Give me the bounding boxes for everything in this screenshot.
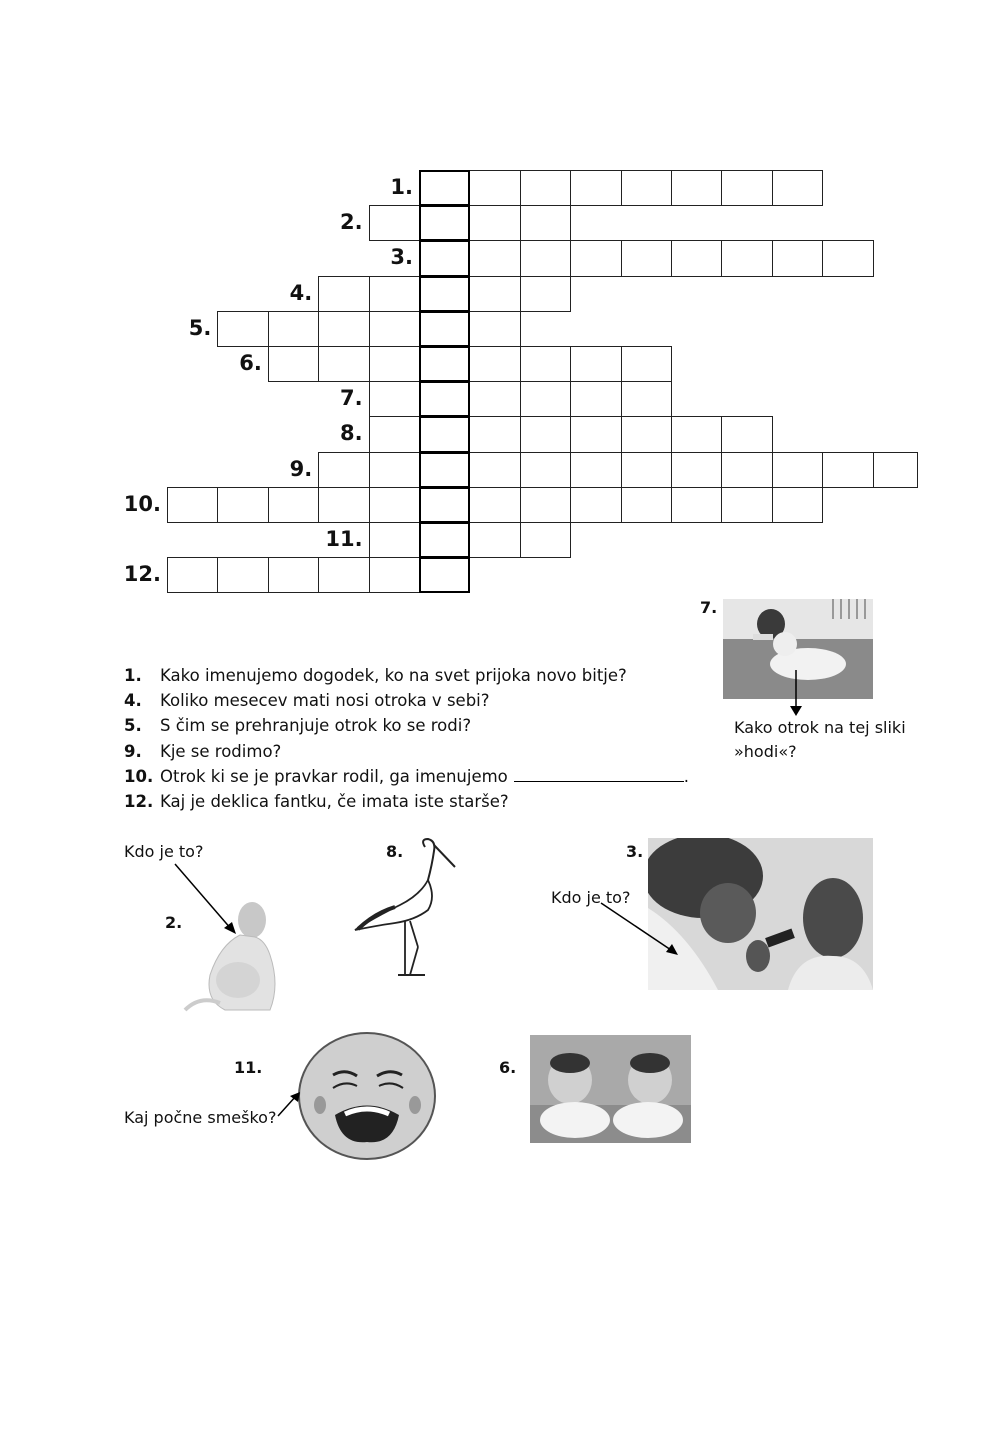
clue-item: [124, 663, 724, 688]
crossword-cell[interactable]: [621, 452, 672, 488]
picture-number-3: 3.: [626, 842, 644, 861]
crossword-cell[interactable]: [621, 381, 672, 417]
clue-number: 4.: [124, 691, 142, 711]
crossword-cell[interactable]: [268, 346, 319, 382]
clue-item: [124, 739, 724, 764]
crossword-solution-cell[interactable]: [419, 381, 470, 417]
crossword-cell[interactable]: [469, 487, 520, 523]
crossword-cell[interactable]: [520, 276, 571, 312]
crossword-row-number: 9.: [289, 456, 313, 481]
crossword-solution-cell[interactable]: [419, 311, 470, 347]
clue-number: 12.: [124, 791, 154, 811]
crossword-cell[interactable]: [520, 170, 571, 206]
crossword-cell[interactable]: [469, 205, 520, 241]
crossword-cell[interactable]: [469, 381, 520, 417]
crossword-cell[interactable]: [318, 311, 369, 347]
crossword-cell[interactable]: [369, 311, 420, 347]
crossword-grid: [0, 0, 1000, 610]
crossword-cell[interactable]: [621, 416, 672, 452]
clue-number: 5.: [124, 716, 142, 736]
picture-number-7: 7.: [700, 598, 718, 617]
crossword-cell[interactable]: [469, 452, 520, 488]
crossword-row-number: 8.: [340, 421, 363, 446]
crossword-cell[interactable]: [369, 487, 420, 523]
crossword-row-number: 5.: [188, 315, 212, 340]
crossword-cell[interactable]: [772, 452, 823, 488]
crying-smiley-drawing: [295, 1030, 440, 1162]
crossword-solution-cell[interactable]: [419, 452, 470, 488]
crossword-cell[interactable]: [469, 311, 520, 347]
crossword-cell[interactable]: [520, 240, 571, 276]
crossword-cell[interactable]: [570, 416, 621, 452]
crossword-cell[interactable]: [570, 170, 621, 206]
clue-list: [124, 663, 724, 814]
clue-suffix: .: [683, 766, 690, 786]
crossword-cell[interactable]: [469, 240, 520, 276]
crossword-row-number: 6.: [239, 351, 262, 375]
pregnant-woman-photo: [180, 895, 285, 1015]
picture-question-3: Kdo je to?: [551, 888, 631, 907]
crossword-cell[interactable]: [570, 452, 621, 488]
crossword-cell[interactable]: [167, 557, 218, 593]
crossword-cell[interactable]: [671, 452, 722, 488]
crossword-solution-cell[interactable]: [419, 240, 470, 276]
crossword-cell[interactable]: [369, 452, 420, 488]
crossword-cell[interactable]: [217, 487, 268, 523]
crossword-cell[interactable]: [520, 381, 571, 417]
clue-text: Kaj je deklica fantku, če imata iste starše?: [160, 791, 509, 811]
crossword-cell[interactable]: [570, 487, 621, 523]
crossword-row-number: 2.: [340, 210, 363, 235]
crossword-cell[interactable]: [520, 205, 571, 241]
crossword-solution-cell[interactable]: [419, 276, 470, 312]
arrow-down-icon: [786, 668, 806, 718]
crossword-solution-cell[interactable]: [419, 205, 470, 241]
crossword-cell[interactable]: [520, 416, 571, 452]
crossword-cell[interactable]: [369, 522, 420, 558]
picture-number-8: 8.: [386, 842, 404, 861]
crossword-cell[interactable]: [621, 487, 672, 523]
crossword-cell[interactable]: [520, 346, 571, 382]
crossword-cell[interactable]: [318, 452, 369, 488]
crossword-row-number: 11.: [325, 527, 363, 551]
crossword-cell[interactable]: [318, 346, 369, 382]
clue-text: Kako imenujemo dogodek, ko na svet prijoka novo bitje?: [160, 666, 627, 685]
picture-number-2: 2.: [165, 913, 183, 932]
crossword-solution-cell[interactable]: [419, 416, 470, 452]
crossword-cell[interactable]: [520, 487, 571, 523]
crossword-cell[interactable]: [318, 557, 369, 593]
crossword-cell[interactable]: [520, 522, 571, 558]
picture-question-7-line1: Kako otrok na tej sliki: [734, 718, 906, 737]
crossword-cell[interactable]: [721, 240, 772, 276]
clue-item: [124, 789, 724, 814]
crossword-cell[interactable]: [822, 452, 873, 488]
crossword-cell[interactable]: [369, 346, 420, 382]
picture-question-7-line2: »hodi«?: [734, 742, 797, 761]
crossword-cell[interactable]: [369, 557, 420, 593]
crossword-row-number: 12.: [123, 562, 161, 587]
answer-blank-line[interactable]: [514, 767, 684, 782]
crossword-row-number: 4.: [289, 280, 313, 305]
crossword-cell[interactable]: [369, 276, 420, 312]
crossword-solution-cell[interactable]: [419, 487, 470, 523]
crossword-solution-cell[interactable]: [419, 346, 470, 382]
crossword-cell[interactable]: [268, 487, 319, 523]
arrow-diagonal-icon: [598, 900, 683, 960]
crossword-cell[interactable]: [621, 240, 672, 276]
clue-item: [124, 713, 724, 738]
crossword-cell[interactable]: [318, 487, 369, 523]
clue-number: 9.: [124, 741, 142, 761]
picture-number-6: 6.: [499, 1058, 517, 1077]
crossword-cell[interactable]: [721, 487, 772, 523]
crossword-cell[interactable]: [469, 346, 520, 382]
crossword-cell[interactable]: [369, 205, 420, 241]
crossword-cell[interactable]: [167, 487, 218, 523]
crossword-cell[interactable]: [671, 487, 722, 523]
crossword-solution-cell[interactable]: [419, 170, 470, 206]
crossword-cell[interactable]: [268, 311, 319, 347]
crossword-cell[interactable]: [318, 276, 369, 312]
crossword-cell[interactable]: [217, 311, 268, 347]
picture-question-11: Kaj počne smeško?: [124, 1108, 277, 1127]
picture-number-11: 11.: [234, 1058, 263, 1077]
clue-text: Otrok ki se je pravkar rodil, ga imenujemo: [160, 766, 508, 786]
crossword-cell[interactable]: [772, 170, 823, 206]
crossword-cell[interactable]: [621, 170, 672, 206]
crossword-solution-cell[interactable]: [419, 557, 470, 593]
crossword-cell[interactable]: [469, 276, 520, 312]
crossword-cell[interactable]: [772, 240, 823, 276]
crossword-solution-cell[interactable]: [419, 522, 470, 558]
crossword-cell[interactable]: [217, 557, 268, 593]
clue-number: 10.: [124, 766, 154, 786]
clue-text: Koliko mesecev mati nosi otroka v sebi?: [160, 691, 490, 711]
crossword-cell[interactable]: [671, 416, 722, 452]
crossword-cell[interactable]: [369, 416, 420, 452]
crossword-cell[interactable]: [671, 170, 722, 206]
crossword-row-number: 3.: [390, 245, 413, 270]
clue-number: 1.: [124, 666, 142, 685]
crossword-cell[interactable]: [822, 240, 873, 276]
crossword-cell[interactable]: [469, 416, 520, 452]
crossword-cell[interactable]: [570, 346, 621, 382]
crossword-cell[interactable]: [721, 452, 772, 488]
crossword-cell[interactable]: [520, 452, 571, 488]
crossword-row-number: 1.: [390, 175, 413, 199]
crossword-cell[interactable]: [369, 381, 420, 417]
crossword-cell[interactable]: [621, 346, 672, 382]
clue-item: [124, 688, 724, 713]
crossword-cell[interactable]: [721, 416, 772, 452]
crossword-cell[interactable]: [469, 522, 520, 558]
crossword-cell[interactable]: [268, 557, 319, 593]
clue-text: Kje se rodimo?: [160, 741, 282, 761]
arrow-up-icon: [274, 1090, 304, 1120]
crossword-cell[interactable]: [772, 487, 823, 523]
crossword-cell[interactable]: [570, 381, 621, 417]
crossword-cell[interactable]: [570, 240, 621, 276]
crossword-row-number: 7.: [340, 386, 363, 411]
crossword-cell[interactable]: [873, 452, 918, 488]
crossword-row-number: 10.: [123, 491, 161, 516]
stork-drawing: [350, 835, 460, 980]
twin-babies-photo: [530, 1035, 691, 1143]
clue-item: [124, 764, 724, 789]
crossword-cell[interactable]: [671, 240, 722, 276]
crossword-cell[interactable]: [469, 170, 520, 206]
clue-text: S čim se prehranjuje otrok ko se rodi?: [160, 716, 472, 736]
crossword-cell[interactable]: [721, 170, 772, 206]
picture-question-2: Kdo je to?: [124, 842, 204, 861]
